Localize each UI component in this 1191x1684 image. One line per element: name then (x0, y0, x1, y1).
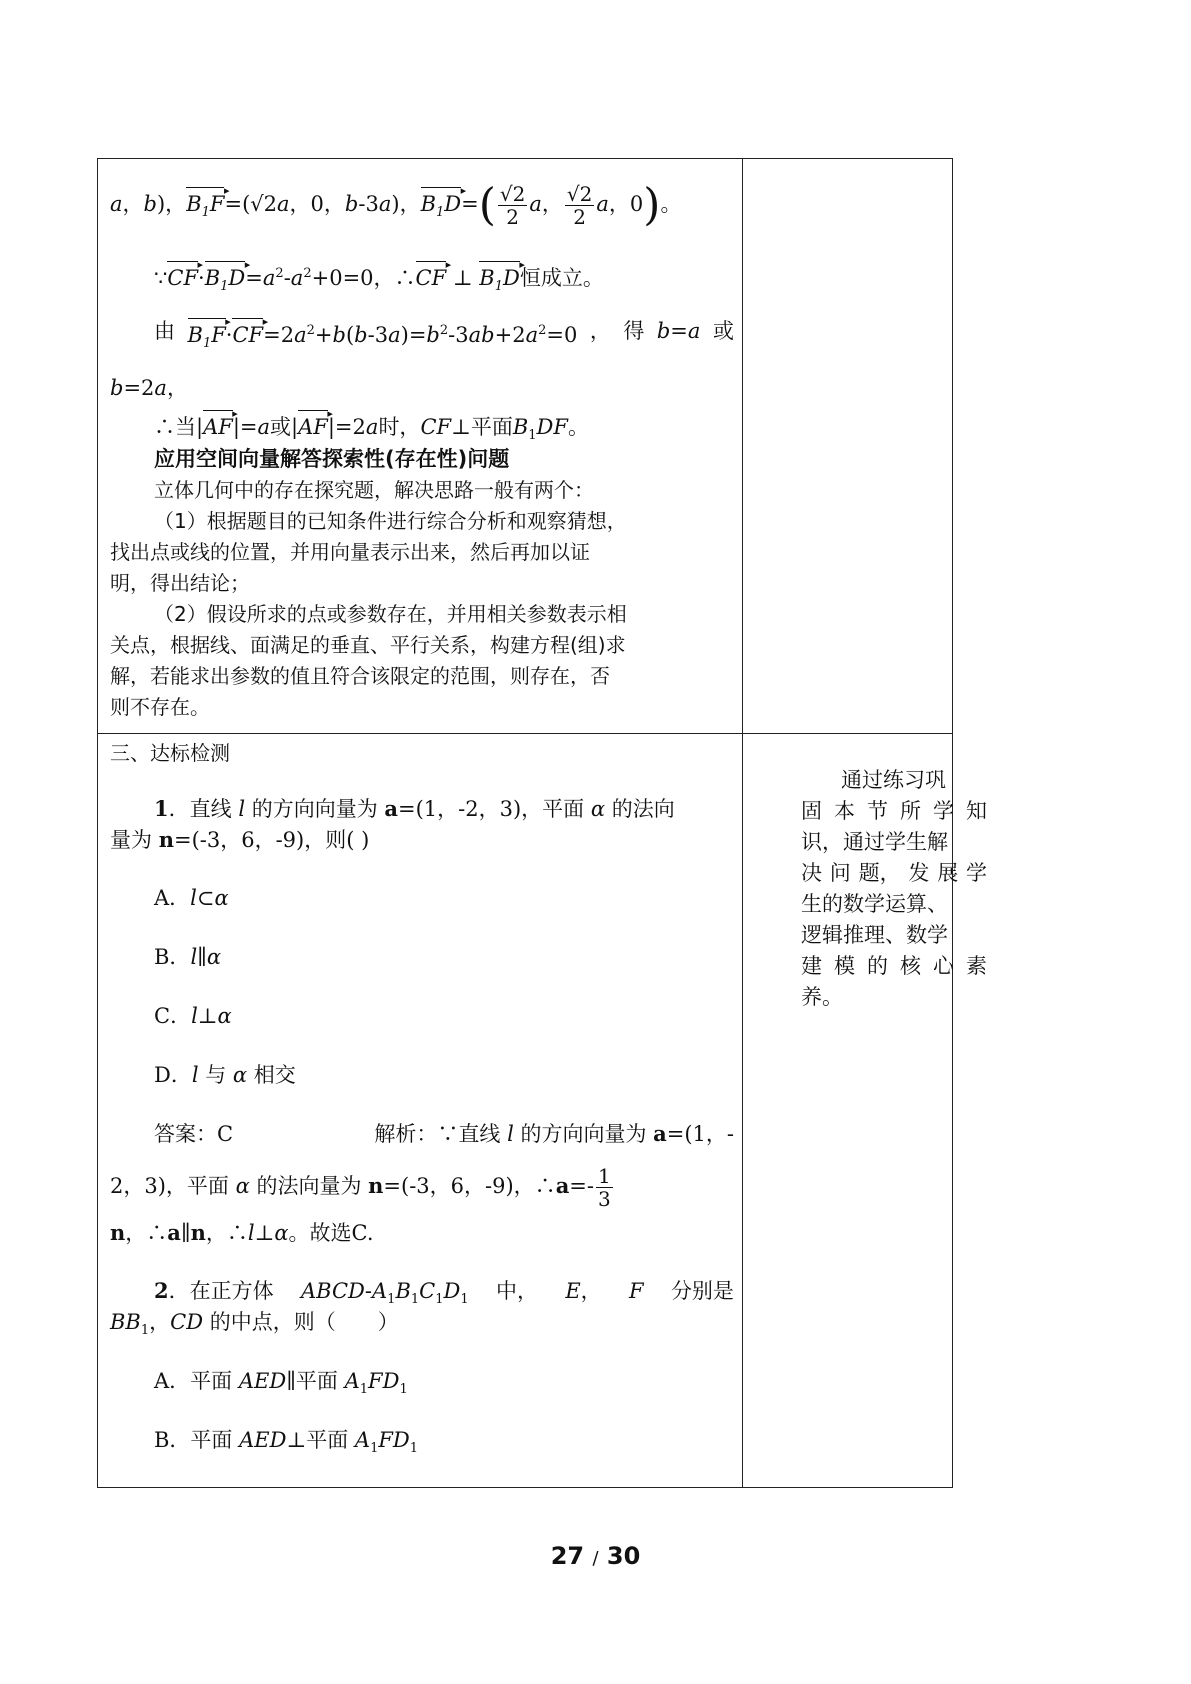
page-separator: / (592, 1548, 599, 1569)
option-b: B．l∥α (154, 945, 222, 969)
formula-line-equation: 由 $B_1F$ ▸·CF $▸=2a^2+b(b-3a)=b^2-3ab+2a^2=0$ ， 得 b=a 或 (154, 316, 734, 359)
side-note-line: 养。 (801, 985, 843, 1009)
page-total: 30 (606, 1542, 641, 1570)
answer-line-1: 答案：C 解析：∵直线 l 的方向向量为 a=(1，- (154, 1121, 734, 1146)
question-2-option-b: B．平面 AED⊥平面 $A_1FD_1$ (154, 1428, 419, 1457)
paragraph-line: 关点，根据线、面满足的垂直、平行关系，构建方程(组)求 (110, 633, 626, 657)
side-note-line: 识，通过学生解 (801, 830, 948, 854)
paragraph-line: 明，得出结论； (110, 571, 250, 595)
option-c: C．l⊥α (154, 1004, 232, 1028)
paragraph-line: 立体几何中的存在探究题，解决思路一般有两个： (154, 478, 594, 502)
side-note-line: 逻辑推理、数学 (801, 923, 948, 947)
page-current: 27 (550, 1542, 585, 1570)
paragraph-line: （1）根据题目的已知条件进行综合分析和观察猜想， (154, 509, 627, 533)
section-title: 三、达标检测 (110, 741, 230, 765)
column-divider (742, 159, 743, 1487)
paragraph-line: 则不存在。 (110, 695, 210, 719)
formula-line-conclusion: ∴当|AF ▸|=a或|AF ▸|=2a时，CF⊥平面$B_1DF$。 (154, 412, 589, 451)
paragraph-line: 解，若能求出参数的值且符合该限定的范围，则存在，否 (110, 664, 610, 688)
question-1-line-1: 1．直线 l 的方向向量为 a=(1，-2，3)，平面 α 的法向 (154, 796, 675, 821)
option-d: D．l 与 α 相交 (154, 1063, 296, 1087)
paragraph-line: 找出点或线的位置，并用向量表示出来，然后再加以证 (110, 540, 590, 564)
question-2-option-a: A．平面 AED∥平面 $A_1FD_1$ (154, 1369, 408, 1398)
question-1-line-2: 量为 n=(-3，6，-9)，则( ) (110, 827, 370, 852)
side-note-line: 建 模 的 核 心 素 (801, 954, 987, 978)
question-2-line-1: 2．在正方体 ABCD-$A_1B_1C_1D_1$ 中， E， F 分别是 (154, 1278, 734, 1308)
page-number (0, 1542, 1191, 1570)
formula-line-dot-product: ∵CF $▸\cdot B_1D$ $▸=a^2-a^2+0=0$，∴CF ▸ ⊥ $B_1D$ ▸恒成立。 (154, 259, 604, 302)
content-table (97, 158, 987, 1488)
side-note-line: 固 本 节 所 学 知 (801, 799, 987, 823)
side-note-line: 生的数学运算、 (801, 892, 948, 916)
side-note-line: 决 问 题， 发 展 学 (801, 861, 987, 885)
answer-line-3: n，∴a∥n，∴l⊥α。故选C. (110, 1220, 374, 1245)
answer-line-2: 2，3)，平面 α 的法向量为 n=(-3，6，-9)，∴a=- $\frac{1}{3}$ (110, 1164, 611, 1211)
section-heading: 应用空间向量解答探索性(存在性)问题 (154, 447, 510, 471)
paragraph-line: （2）假设所求的点或参数存在，并用相关参数表示相 (154, 602, 627, 626)
option-a: A．l⊂α (154, 886, 229, 910)
formula-line-vectors: a，b)，$B_1F$ ▸=(√2a，0，b-3a)，$B_1D$ ▸=( $\frac{√2}{2}$ a， $\frac{√2}{2}$ a，0)。 (110, 183, 681, 228)
row-divider (98, 733, 952, 734)
formula-line-b2a: b=2a， (110, 376, 188, 400)
question-2-line-2: $BB_1$，CD 的中点，则（ ） (110, 1310, 399, 1339)
side-note (801, 765, 987, 1013)
side-note-line: 通过练习巩 (841, 768, 946, 792)
